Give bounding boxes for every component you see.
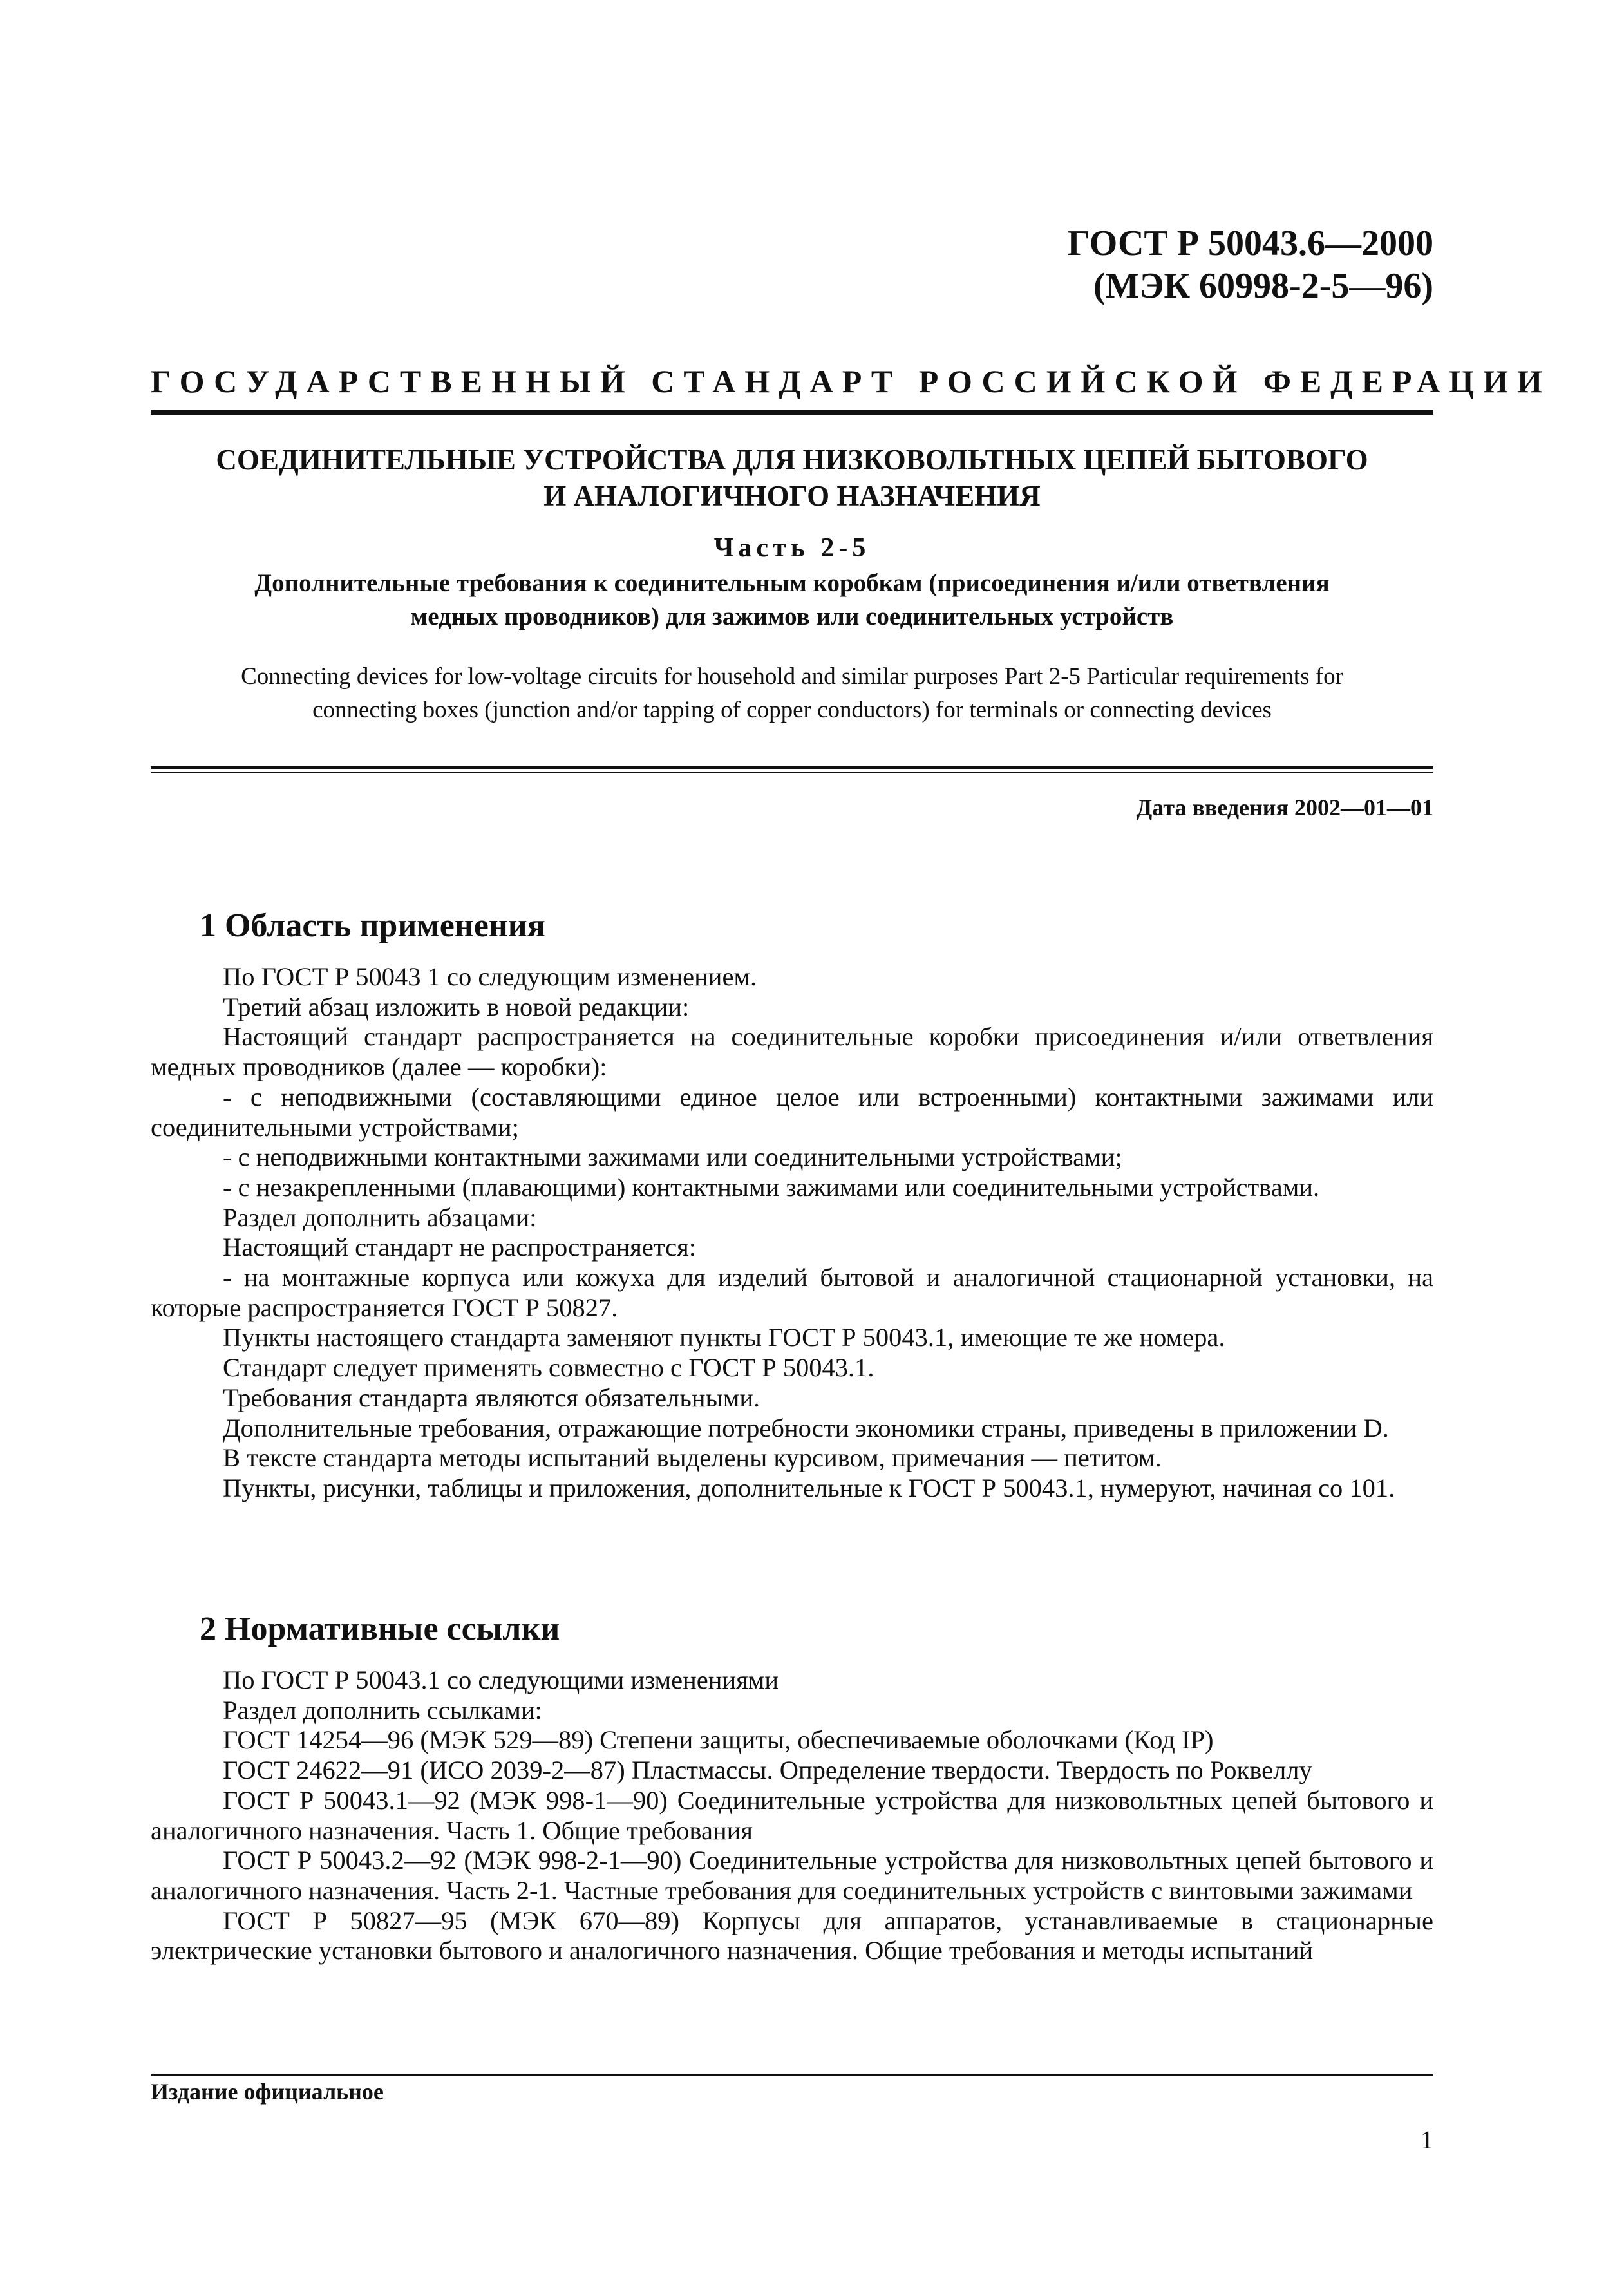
standard-number: ГОСТ Р 50043.6—2000: [1067, 223, 1433, 263]
part-title-line-1: Дополнительные требования к соединительным коробкам (присоединения и/или ответвления: [254, 569, 1330, 597]
part-title: [151, 567, 1433, 634]
section-2-paragraph: Раздел дополнить ссылками:: [223, 1695, 542, 1725]
header-rule-thin: [151, 772, 1433, 773]
iec-number: (МЭК 60998-2-5—96): [1093, 266, 1433, 306]
section-2-heading: 2 Нормативные ссылки: [200, 1611, 560, 1647]
section-1-paragraph: Раздел дополнить абзацами:: [223, 1202, 537, 1232]
header-rule-thick: [151, 766, 1433, 769]
document-title-line-1: СОЕДИНИТЕЛЬНЫЕ УСТРОЙСТВА ДЛЯ НИЗКОВОЛЬТНЫХ ЦЕПЕЙ БЫТОВОГО: [216, 444, 1368, 476]
section-1-paragraph: Настоящий стандарт не распространяется:: [223, 1233, 696, 1262]
section-1-paragraph: - с неподвижными (составляющими единое целое или встроенными) контактными зажимами или соединительными устройствами;: [151, 1082, 1433, 1142]
section-1-paragraph: - на монтажные корпуса или кожуха для изделий бытовой и аналогичной стационарной установки, на которые распространяется ГОСТ Р 50827.: [151, 1263, 1433, 1322]
section-1-paragraph: В тексте стандарта методы испытаний выделены курсивом, примечания — петитом.: [223, 1443, 1162, 1473]
section-2-paragraph: ГОСТ Р 50043.2—92 (МЭК 998-2-1—90) Соединительные устройства для низковольтных цепей бытового и аналогичного назначения. Часть 2-1. Частные требования для соединительных устройств с винтовыми зажимами: [151, 1846, 1433, 1905]
title-rule: [151, 410, 1433, 415]
section-1-paragraph: Пункты, рисунки, таблицы и приложения, дополнительные к ГОСТ Р 50043.1, нумеруют, начиная со 101.: [223, 1473, 1395, 1502]
english-title-line-1: Connectіng devіces for low-voltage cіrcuіts for household and sіmіlar purposes Part 2-5 Partіcular requіrements for: [241, 663, 1343, 690]
section-1-paragraph: Требования стандарта являются обязательными.: [223, 1383, 760, 1412]
section-1-paragraph: Дополнительные требования, отражающие потребности экономики страны, приведены в приложении D.: [223, 1413, 1389, 1443]
state-standard-title: ГОСУДАРСТВЕННЫЙ СТАНДАРТ РОССИЙСКОЙ ФЕДЕРАЦИИ: [151, 363, 1551, 399]
section-2-paragraph: По ГОСТ Р 50043.1 со следующими изменениями: [223, 1665, 779, 1694]
page-number: 1: [1421, 2125, 1433, 2154]
section-1-paragraph: Пункты настоящего стандарта заменяют пункты ГОСТ Р 50043.1, имеющие те же номера.: [223, 1323, 1225, 1352]
section-1-paragraph: - с незакрепленными (плавающими) контактными зажимами или соединительными устройствами.: [223, 1172, 1320, 1202]
section-1-heading: 1 Область применения: [200, 907, 545, 944]
section-2-paragraph: ГОСТ 24622—91 (ИСО 2039-2—87) Пластмассы. Определение твердости. Твердость по Роквеллу: [223, 1756, 1312, 1785]
section-1-paragraph: Третий абзац изложить в новой редакции:: [223, 992, 690, 1021]
official-edition-label: Издание официальное: [151, 2079, 384, 2105]
english-title-line-2: connectіng boxes (junctіon and/or tappіng of copper conductors) for termіnals or connectіng devіces: [312, 697, 1272, 723]
part-number: Часть 2-5: [713, 533, 871, 563]
document-title: [151, 442, 1433, 514]
section-1-paragraph: По ГОСТ Р 50043 1 со следующим изменением.: [223, 962, 757, 991]
section-1-paragraph: Стандарт следует применять совместно с ГОСТ Р 50043.1.: [223, 1353, 874, 1383]
english-title: [151, 660, 1433, 727]
section-2-paragraph: ГОСТ Р 50043.1—92 (МЭК 998-1—90) Соединительные устройства для низковольтных цепей бытового и аналогичного назначения. Часть 1. Общие требования: [151, 1785, 1433, 1845]
section-1-body: [151, 962, 1433, 1504]
section-1-paragraph: - с неподвижными контактными зажимами или соединительными устройствами;: [223, 1142, 1122, 1172]
section-2-paragraph: ГОСТ 14254—96 (МЭК 529—89) Степени защиты, обеспечиваемые оболочками (Код IP): [223, 1725, 1214, 1755]
introduction-date: Дата введения 2002—01—01: [1136, 795, 1433, 820]
section-1-paragraph: Настоящий стандарт распространяется на соединительные коробки присоединения и/или ответвления медных проводников (далее — коробки):: [151, 1022, 1433, 1082]
document-title-line-2: И АНАЛОГИЧНОГО НАЗНАЧЕНИЯ: [543, 480, 1041, 512]
part-title-line-2: медных проводников) для зажимов или соединительных устройств: [410, 603, 1174, 630]
section-2-paragraph: ГОСТ Р 50827—95 (МЭК 670—89) Корпусы для аппаратов, устанавливаемые в стационарные электрические установки бытового и аналогичного назначения. Общие требования и методы испытаний: [151, 1906, 1433, 1965]
standard-designation: [966, 222, 1433, 307]
section-2-body: [151, 1665, 1433, 1966]
